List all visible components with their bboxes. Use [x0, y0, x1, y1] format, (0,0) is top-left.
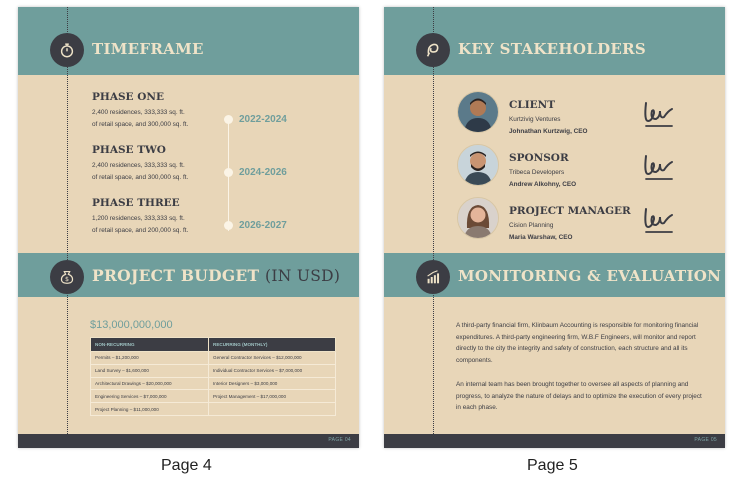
phase-desc-line2: of retail space, and 300,000 sq. ft. — [92, 121, 189, 128]
stakeholder-role: SPONSOR — [509, 152, 569, 164]
budget-title-suffix: (IN USD) — [265, 267, 341, 285]
stakeholder-role: PROJECT MANAGER — [509, 205, 631, 217]
page-footer — [384, 434, 725, 448]
timeline-dot — [224, 221, 233, 230]
ribbon-icon — [416, 33, 450, 67]
budget-title — [92, 266, 340, 285]
avatar — [457, 91, 499, 133]
stakeholder-person: Johnathan Kurtzwig, CEO — [509, 128, 588, 135]
budget-table — [90, 337, 336, 416]
table-cell: Land Survey – $1,600,000 — [91, 364, 209, 377]
stakeholder-person: Andrew Alkohny, CEO — [509, 181, 577, 188]
table-row — [91, 377, 336, 390]
phase-title: PHASE THREE — [92, 197, 180, 209]
phase-title: PHASE ONE — [92, 91, 164, 103]
monitoring-paragraph-1: A third-party financial firm, Klinbaum Accounting is responsible for monitoring financial expenditures. A third-party engineering firm, W.B.F Engineers, will monitor and report directly to the city the integrity and safety of construction, each structure and all its components. — [456, 322, 699, 364]
dotted-guide-line — [433, 7, 434, 434]
table-cell: Permits – $1,200,000 — [91, 352, 209, 365]
table-cell: Architectural Drawings – $20,000,000 — [91, 377, 209, 390]
dotted-guide-line — [64, 7, 70, 434]
stakeholders-title: KEY STAKEHOLDERS — [458, 40, 647, 58]
phase-desc-line1: 2,400 residences, 333,333 sq. ft. — [92, 109, 185, 116]
table-header: RECURRING (MONTHLY) — [209, 338, 336, 352]
phase-desc-line2: of retail space, and 300,000 sq. ft. — [92, 174, 189, 181]
phase-year: 2024-2026 — [239, 167, 287, 178]
stopwatch-icon — [50, 33, 84, 67]
money-bag-icon — [50, 260, 84, 294]
table-header: NON-RECURRING — [91, 338, 209, 352]
monitoring-paragraph-2: An internal team has been brought together to oversee all aspects of planning and progress, to analyze the nature of delays and to optimize the execution of every project in each phase. — [456, 381, 702, 411]
signature-icon — [642, 99, 678, 129]
budget-title-main: PROJECT BUDGET — [92, 266, 260, 285]
phase-year: 2026-2027 — [239, 220, 287, 231]
stakeholder-company: Kurtzivig Ventures — [509, 116, 561, 123]
phase-year: 2022-2024 — [239, 114, 287, 125]
table-cell: Project Management – $17,000,000 — [209, 390, 336, 403]
monitoring-title: MONITORING & EVALUATION — [458, 267, 722, 285]
table-row — [91, 364, 336, 377]
budget-amount: $13,000,000,000 — [90, 319, 173, 331]
page-footer — [18, 434, 359, 448]
phase-desc-line2: of retail space, and 200,000 sq. ft. — [92, 227, 189, 234]
table-cell: Engineering Services – $7,000,000 — [91, 390, 209, 403]
avatar — [457, 144, 499, 186]
phase-title: PHASE TWO — [92, 144, 166, 156]
phase-desc-line1: 2,400 residences, 333,333 sq. ft. — [92, 162, 185, 169]
svg-text:$: $ — [64, 276, 70, 284]
timeline-dot — [224, 168, 233, 177]
page-number: PAGE 05 — [694, 437, 717, 443]
timeframe-title: TIMEFRAME — [92, 40, 204, 58]
timeline-dot — [224, 115, 233, 124]
avatar — [457, 197, 499, 239]
page-number: PAGE 04 — [328, 437, 351, 443]
page-4 — [18, 7, 359, 448]
table-cell — [209, 403, 336, 416]
table-cell: Interior Designers – $3,000,000 — [209, 377, 336, 390]
phase-desc-line1: 1,200 residences, 333,333 sq. ft. — [92, 215, 185, 222]
page-caption: Page 4 — [161, 457, 212, 474]
table-cell: General Contractor Services – $12,000,000 — [209, 352, 336, 365]
table-cell: Project Planning – $11,000,000 — [91, 403, 209, 416]
table-row — [91, 352, 336, 365]
stakeholder-person: Maria Warshaw, CEO — [509, 234, 573, 241]
stakeholder-company: Cision Planning — [509, 222, 554, 229]
stakeholder-role: CLIENT — [509, 99, 556, 111]
page-5 — [384, 7, 725, 448]
table-row — [91, 390, 336, 403]
table-row — [91, 403, 336, 416]
table-cell: Individual Contractor Services – $7,000,000 — [209, 364, 336, 377]
bar-chart-icon — [416, 260, 450, 294]
signature-icon — [642, 152, 678, 182]
page-caption: Page 5 — [527, 457, 578, 474]
stakeholder-company: Tribeca Developers — [509, 169, 565, 176]
signature-icon — [642, 205, 678, 235]
